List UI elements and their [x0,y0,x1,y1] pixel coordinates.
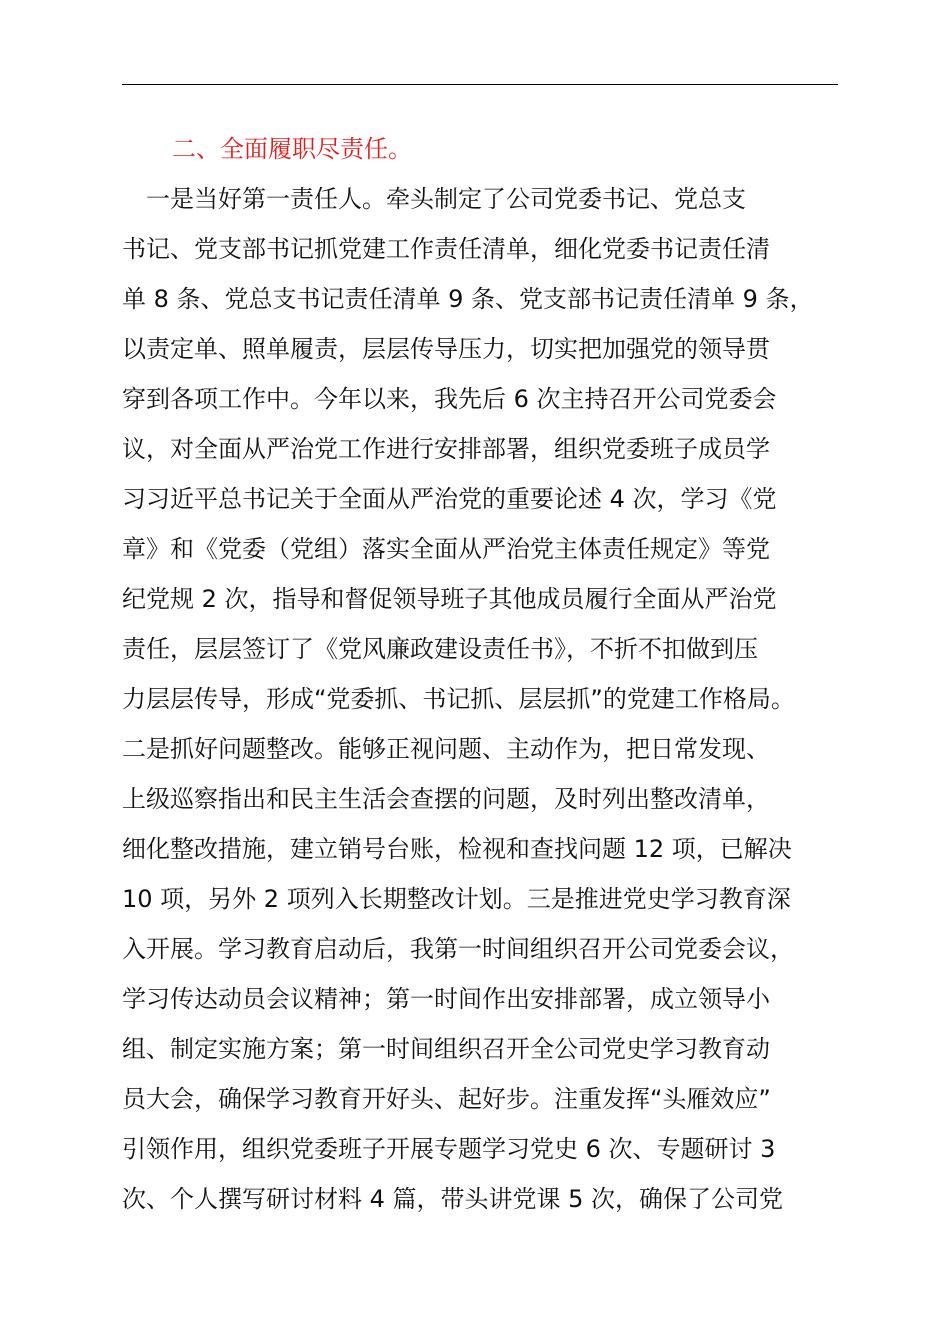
body-text [122,178,842,1228]
text-line: 一是当好第一责任人。牵头制定了公司党委书记、党总支 [122,185,746,213]
text-line: 上级巡察指出和民主生活会查摆的问题，及时列出整改清单， [122,785,770,813]
text-line: 细化整改措施，建立销号台账，检视和查找问题 12 项，已解决 [122,835,792,863]
text-line: 书记、党支部书记抓党建工作责任清单，细化党委书记责任清 [122,235,770,263]
text-line: 以责定单、照单履责，层层传导压力，切实把加强党的领导贯 [122,335,770,363]
text-line: 章》和《党委（党组）落实全面从严治党主体责任规定》等党 [122,535,770,563]
text-line: 力层层传导，形成“党委抓、书记抓、层层抓”的党建工作格局。 [122,685,795,713]
text-line: 责任，层层签订了《党风廉政建设责任书》，不折不扣做到压 [122,635,758,663]
text-line: 单 8 条、党总支书记责任清单 9 条、党支部书记责任清单 9 条， [122,285,814,313]
text-line: 二是抓好问题整改。能够正视问题、主动作为，把日常发现、 [122,735,770,763]
text-line: 议，对全面从严治党工作进行安排部署，组织党委班子成员学 [122,435,770,463]
text-line: 10 项，另外 2 项列入长期整改计划。三是推进党史学习教育深 [122,885,791,913]
text-line: 入开展。学习教育启动后，我第一时间组织召开公司党委会议， [122,935,794,963]
header-rule [122,84,838,85]
text-line: 引领作用，组织党委班子开展专题学习党史 6 次、专题研讨 3 [122,1135,776,1163]
section-heading: 二、全面履职尽责任。 [172,135,412,163]
text-line: 员大会，确保学习教育开好头、起好步。注重发挥“头雁效应” [122,1085,771,1113]
text-line: 纪党规 2 次，指导和督促领导班子其他成员履行全面从严治党 [122,585,777,613]
text-line: 穿到各项工作中。今年以来，我先后 6 次主持召开公司党委会 [122,385,777,413]
text-line: 组、制定实施方案；第一时间组织召开全公司党史学习教育动 [122,1035,770,1063]
text-line: 习习近平总书记关于全面从严治党的重要论述 4 次，学习《党 [122,485,777,513]
text-line: 次、个人撰写研讨材料 4 篇，带头讲党课 5 次，确保了公司党 [122,1185,784,1213]
text-line: 学习传达动员会议精神；第一时间作出安排部署，成立领导小 [122,985,770,1013]
